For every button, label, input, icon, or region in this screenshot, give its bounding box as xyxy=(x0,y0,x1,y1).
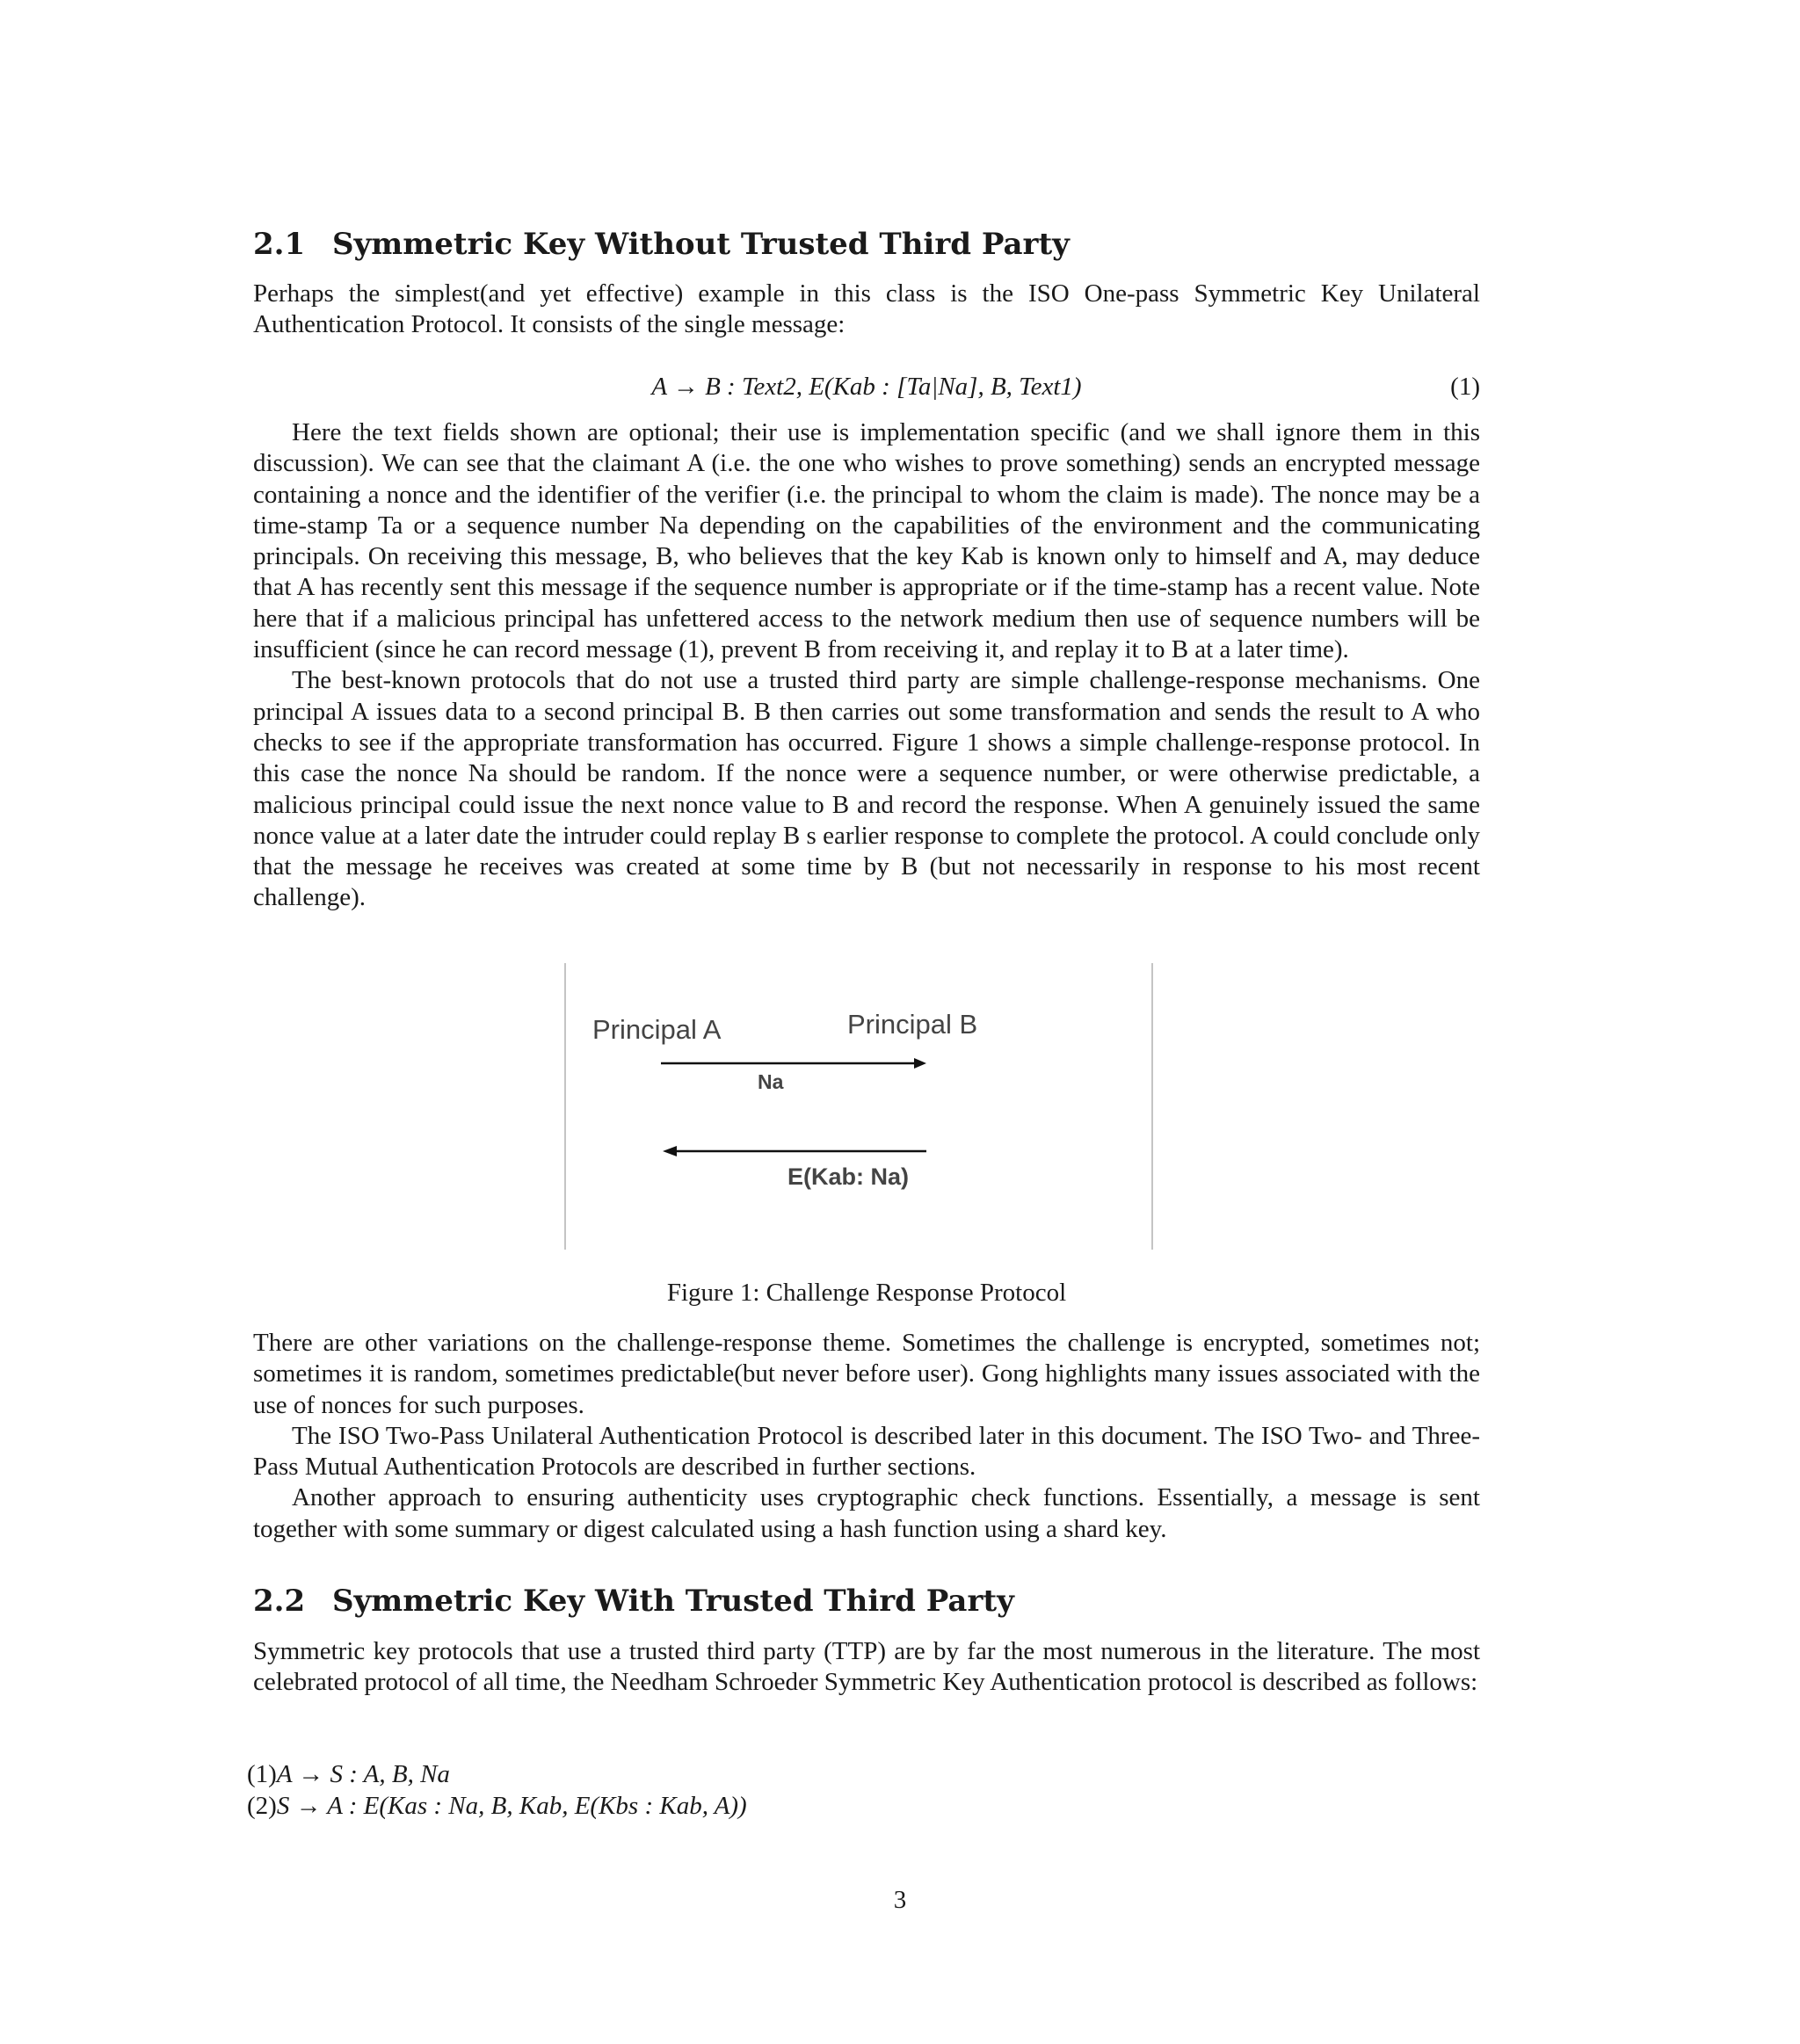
paragraph: The ISO Two-Pass Unilateral Authentication Protocol is described later in this document. The ISO Two- and Three-Pass Mutual Authentication Protocols are described in further sections. xyxy=(253,1421,1480,1482)
principal-a-label: Principal A xyxy=(592,1014,722,1045)
section-heading-2-2 xyxy=(253,1584,1014,1619)
arrowhead-left xyxy=(663,1146,677,1156)
section-title: Symmetric Key With Trusted Third Party xyxy=(332,1584,1014,1619)
step-number: (1) xyxy=(247,1760,277,1788)
figure-caption: Figure 1: Challenge Response Protocol xyxy=(666,1279,1067,1307)
section-1-after-figure xyxy=(253,1328,1480,1545)
sequence-diagram xyxy=(564,963,1153,1250)
equation-number: (1) xyxy=(1450,373,1480,401)
section-1-intro xyxy=(253,279,1480,341)
paragraph: Symmetric key protocols that use a trusted third party (TTP) are by far the most numerous in the literature. The most celebrated protocol of all time, the Needham Schroeder Symmetric Key Authentication protocol is described as follows: xyxy=(253,1637,1480,1697)
paragraph: Here the text fields shown are optional; their use is implementation specific (and we shall ignore them in this discussion). We can see that the claimant A (i.e. the one who wishes to prove something) sends an encrypted message containing a nonce and the identifier of the verifier (i.e. the principal to whom the claim is made). The nonce may be a time-stamp Ta or a sequence number Na depending on the capabilities of the environment and the communicating principals. On receiving this message, B, who believes that the key Kab is known only to himself and A, may deduce that A has recently sent this message if the sequence number is appropriate or if the time-stamp has a recent value. Note here that if a malicious principal has unfettered access to the network medium then use of sequence numbers will be insufficient (since he can record message (1), prevent B from receiving it, and replay it to B at a later time). xyxy=(253,418,1480,664)
page-number: 3 xyxy=(893,1886,907,1914)
paragraph: The best-known protocols that do not use a trusted third party are simple challenge-response mechanisms. One principal A issues data to a second principal B. B then carries out some transformation and sends the result to A who checks to see if the appropriate transformation has occurred. Figure 1 shows a simple challenge-response protocol. In this case the nonce Na should be random. If the nonce were a sequence number, or were otherwise predictable, a malicious principal could issue the next nonce value to B and record the response. When A genuinely issued the same nonce value at a later date the intruder could replay B s earlier response to complete the protocol. A could conclude only that the message he receives was created at some time by B (but not necessarily in response to his most recent challenge). xyxy=(253,666,1480,912)
equation-expression: A → B : Text2, E(Kab : [Ta|Na], B, Text1) xyxy=(651,373,1082,401)
section-2-intro xyxy=(253,1636,1480,1699)
principal-b-label: Principal B xyxy=(847,1009,978,1040)
protocol-step xyxy=(247,1758,747,1790)
step-number: (2) xyxy=(247,1792,277,1820)
step-expression: S → A : E(Kas : Na, B, Kab, E(Kbs : Kab, A)) xyxy=(276,1792,747,1820)
paragraph: There are other variations on the challenge-response theme. Sometimes the challenge is encrypted, sometimes not; sometimes it is random, sometimes predictable(but never before user). Gong highlights many issues associated with the use of nonces for such purposes. xyxy=(253,1329,1480,1419)
paragraph: Another approach to ensuring authenticity uses cryptographic check functions. Essentially, a message is sent together with some summary or digest calculated using a hash function using a shard key. xyxy=(253,1483,1480,1543)
section-1-body xyxy=(253,417,1480,914)
figure-challenge-response xyxy=(564,963,1153,1250)
equation-1 xyxy=(253,371,1480,402)
section-number: 2.2 xyxy=(253,1584,306,1619)
message-e-kab-na-label: E(Kab: Na) xyxy=(788,1163,910,1190)
section-number: 2.1 xyxy=(253,227,306,262)
protocol-step xyxy=(247,1790,747,1822)
section-heading-2-1 xyxy=(253,227,1070,262)
section-title: Symmetric Key Without Trusted Third Party xyxy=(332,227,1070,262)
protocol-steps xyxy=(247,1758,747,1822)
paragraph: Perhaps the simplest(and yet effective) example in this class is the ISO One-pass Symmetric Key Unilateral Authentication Protocol. It consists of the single message: xyxy=(253,279,1480,339)
step-expression: A → S : A, B, Na xyxy=(276,1760,450,1788)
arrowhead-right xyxy=(914,1058,926,1069)
message-na-label: Na xyxy=(758,1070,784,1093)
